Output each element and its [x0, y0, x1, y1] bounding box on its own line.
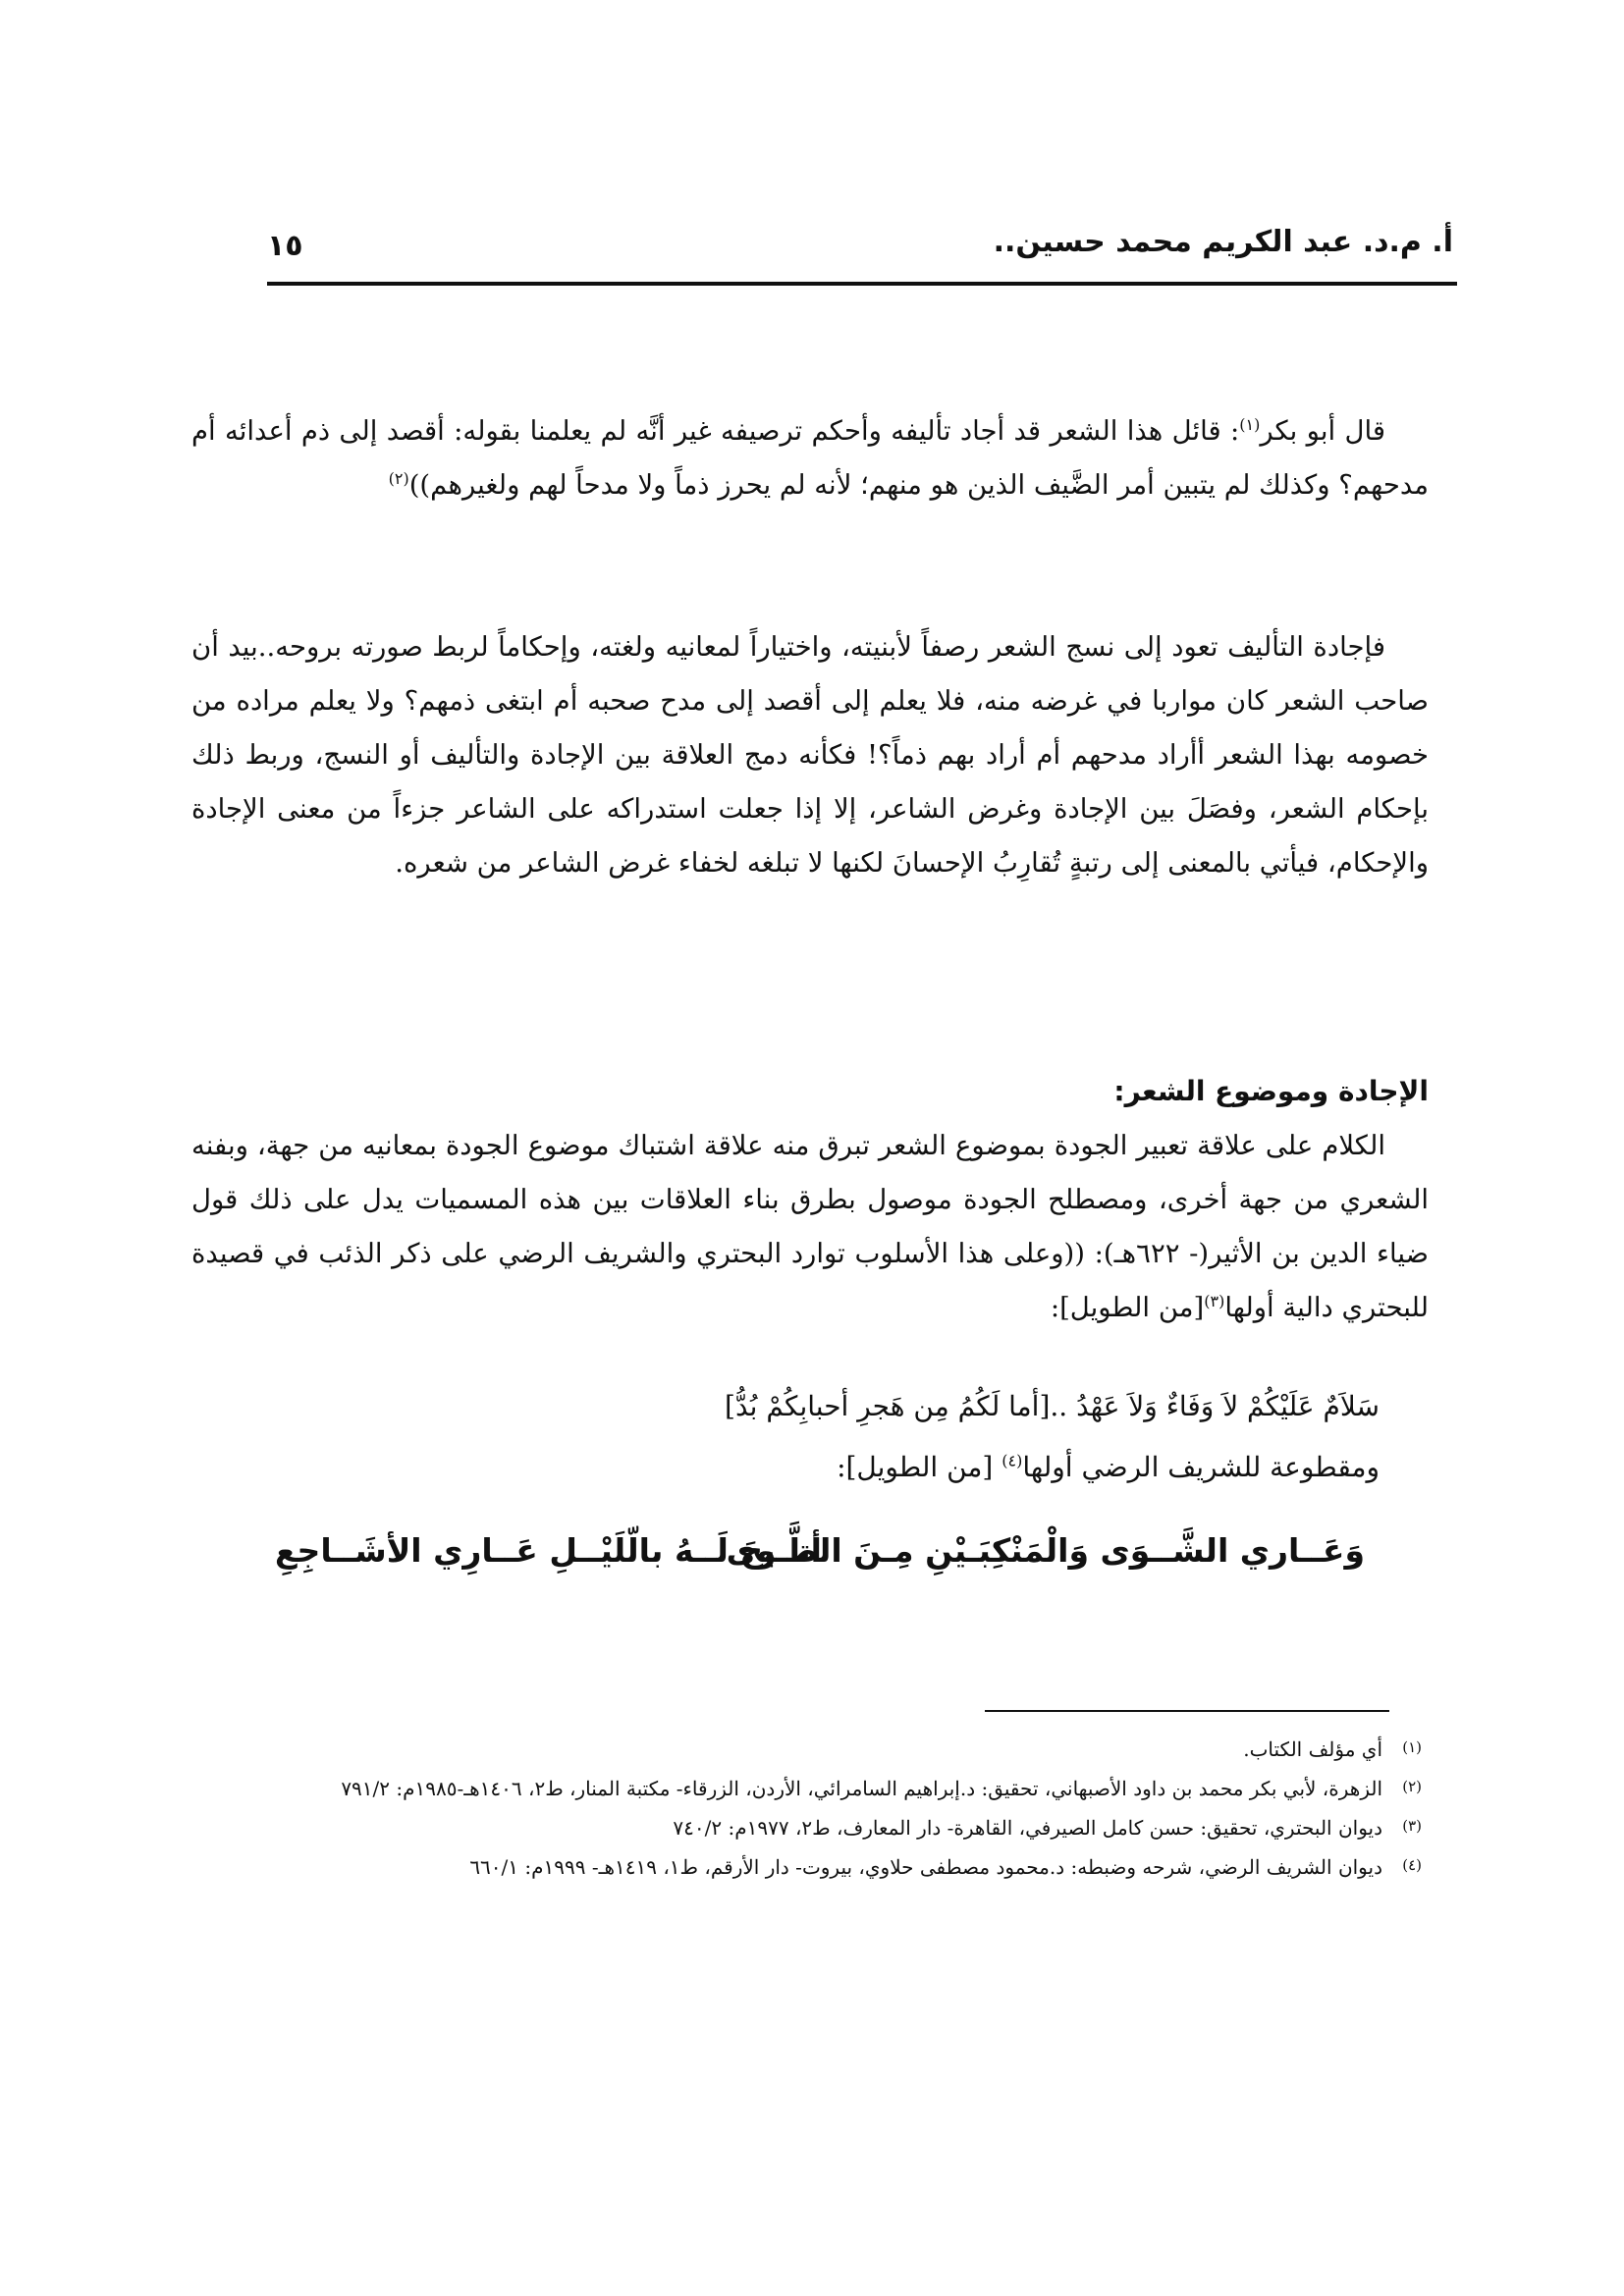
- verse-second-hemistich: أتــيحَ لَــهُ بالّلَيْــلِ عَــارِي الأشَــاجِعِ: [275, 1531, 822, 1570]
- verse-buhturi: سَلاَمٌ عَلَيْكُمْ لاَ وَفَاءٌ وَلاَ عَهْدُ ..[أما لَكُمُ مِن هَجرِ أحبابِكُمْ بُدُّ]: [725, 1390, 1380, 1422]
- paragraph-2: فإجادة التأليف تعود إلى نسج الشعر رصفاً لأبنيته، واختياراً لمعانيه ولغته، وإحكاماً لربط صورته بروحه..بيد أن صاحب الشعر كان مواربا في غرضه منه، فلا يعلم إلى أقصد إلى مدح صحبه أم ابتغى ذمهم؟ ولا يعلم مراده من خصومه بهذا الشعر أأراد مدحهم أم أراد بهم ذماً؟! فكأنه دمج العلاقة بين الإجادة والتأليف أو النسج، وربط ذلك بإحكام الشعر، وفصَلَ بين الإجادة وغرض الشاعر، إلا إذا جعلت استدراكه على الشاعر جزءاً من معنى الإجادة والإحكام، فيأتي بالمعنى إلى رتبةٍ تُقارِبُ الإحسانَ لكنها لا تبلغه لخفاء غرض الشاعر من شعره.: [191, 631, 1429, 879]
- footnote-ref-3[interactable]: (٣): [1204, 1291, 1225, 1310]
- paragraph-1: [191, 404, 1429, 512]
- page-number: ١٥: [267, 229, 303, 263]
- footnote-text-2: الزهرة، لأبي بكر محمد بن داود الأصبهاني، تحقيق: د.إبراهيم السامرائي، الأردن، الزرقاء- مكتبة المنار، ط٢، ١٤٠٦هـ-١٩٨٥م: ٧٩١/٢: [341, 1777, 1382, 1800]
- footnote-ref-4[interactable]: (٤): [1001, 1451, 1023, 1470]
- verse-first-hemistich: وَعَــاري الشَّــوَى وَالْمَنْكِبَـيْنِ مِـنَ الطَّـوى: [726, 1531, 1365, 1570]
- verse-intro-sharif: [191, 1443, 1380, 1492]
- footnote-3: [226, 1808, 1422, 1847]
- footnote-text-4: ديوان الشريف الرضي، شرحه وضبطه: د.محمود مصطفى حلاوي، بيروت- دار الأرقم، ط١، ١٤١٩هـ- ١٩٩٩م: ٦٦٠/١: [469, 1855, 1382, 1879]
- footnote-ref-2[interactable]: (٢): [388, 468, 409, 488]
- footnote-text-1: أي مؤلف الكتاب.: [1243, 1737, 1382, 1761]
- paragraph-3: [191, 1119, 1429, 1335]
- verse-intro-text-a: ومقطوعة للشريف الرضي أولها: [1022, 1451, 1380, 1483]
- footnote-marker-1: (١): [1402, 1738, 1422, 1756]
- paragraph-1-text-a: قال أبو بكر: [1260, 415, 1385, 447]
- footnote-4: [226, 1847, 1422, 1887]
- paragraph-3-text-b: [من الطويل]:: [1050, 1292, 1205, 1323]
- header-rule: [267, 282, 1457, 286]
- running-head: أ. م.د. عبد الكريم محمد حسين..: [993, 225, 1453, 259]
- footnote-2: [226, 1769, 1422, 1808]
- paragraph-3-text-a: الكلام على علاقة تعبير الجودة بموضوع الشعر تبرق منه علاقة اشتباك موضوع الجودة بمعانيه من جهة، وبفنه الشعري من جهة أخرى، ومصطلح الجودة موصول بطرق بناء العلاقات بين هذه المسميات يدل على ذلك قول ضياء الدين بن الأثير(- ٦٢٢هـ): ((وعلى هذا الأسلوب توارد البحتري والشريف الرضي على ذكر الذئب في قصيدة للبحتري دالية أولها: [191, 1130, 1429, 1323]
- footnote-marker-4: (٤): [1402, 1856, 1422, 1874]
- verse-intro-text-b: [من الطويل]:: [837, 1451, 994, 1483]
- footnote-ref-1[interactable]: (١): [1239, 414, 1261, 434]
- footnote-separator: [985, 1710, 1389, 1712]
- section-heading: الإجادة وموضوع الشعر:: [1113, 1075, 1429, 1107]
- footnotes: [226, 1730, 1422, 1887]
- footnote-marker-2: (٢): [1402, 1778, 1422, 1795]
- footnote-text-3: ديوان البحتري، تحقيق: حسن كامل الصيرفي، القاهرة- دار المعارف، ط٢، ١٩٧٧م: ٧٤٠/٢: [673, 1816, 1382, 1840]
- paragraph-1-text-b: : قائل هذا الشعر قد أجاد تأليفه وأحكم ترصيفه غير أنَّه لم يعلمنا بقوله: أقصد إلى ذم أعدائه أم مدحهم؟ وكذلك لم يتبين أمر الضَّيف الذين هو منهم؛ لأنه لم يحرز ذماً ولا مدحاً لهم ولغيرهم)): [191, 415, 1429, 501]
- footnote-1: [226, 1730, 1422, 1769]
- footnote-marker-3: (٣): [1402, 1817, 1422, 1835]
- page-header: [267, 221, 1453, 270]
